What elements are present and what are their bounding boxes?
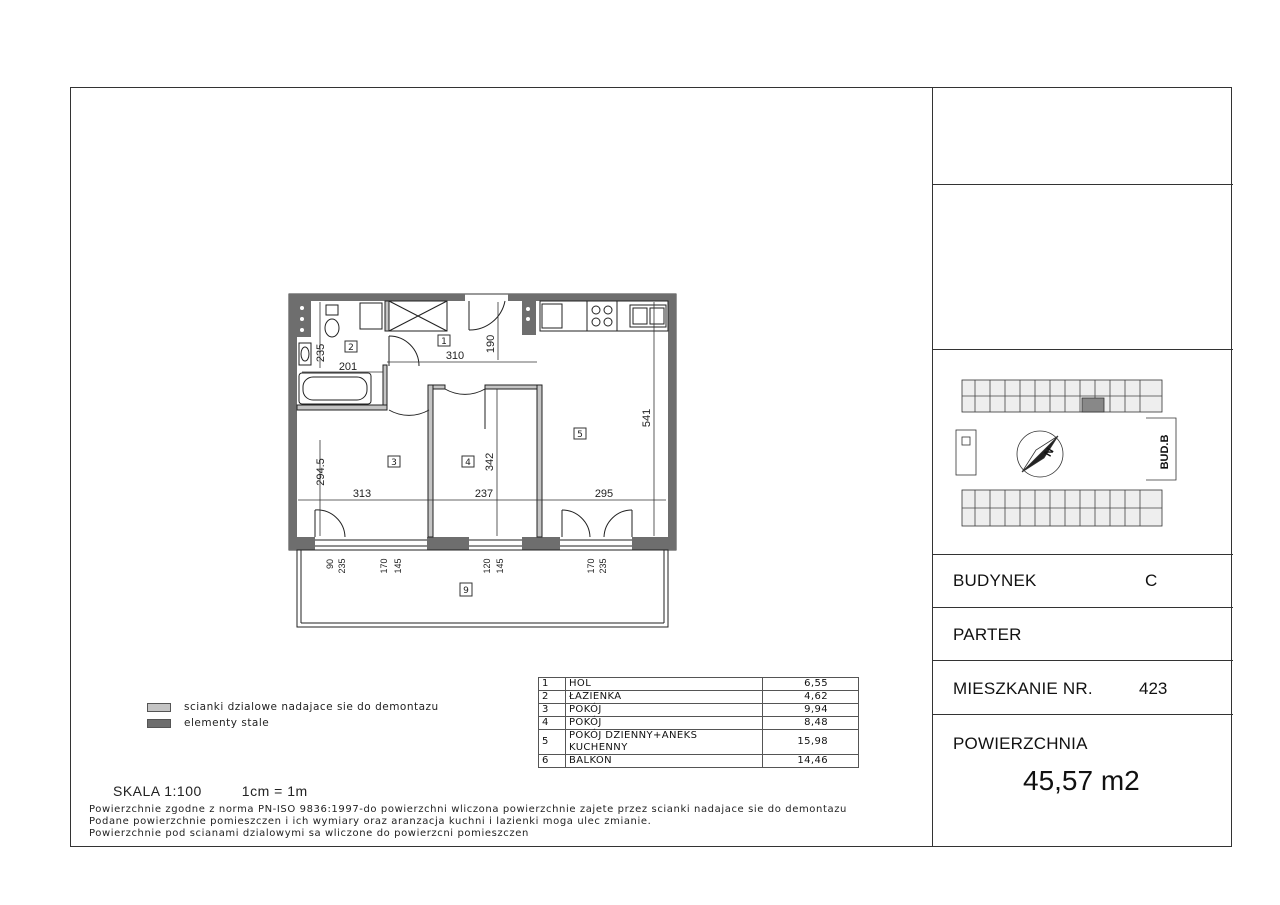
building-row (933, 555, 1233, 608)
dim-342: 342 (484, 452, 496, 472)
footnote: Podane powierzchnie pomieszczen i ich wymiary oraz aranzacja kuchni i lazienki moga ulec zmianie. (89, 816, 652, 827)
compass-north-label: N (1042, 446, 1057, 459)
room-area: 15,98 (763, 730, 859, 755)
dim-313: 313 (352, 488, 372, 500)
footnote: Powierzchnie zgodne z norma PN-ISO 9836:1997-do powierzchni wliczona powierzchnie zajete przez scianki nadajace sie do demontazu (89, 804, 847, 815)
room-area: 4,62 (763, 691, 859, 704)
room-name: POKÓJ DZIENNY+ANEKS KUCHENNY (566, 730, 763, 755)
room-name: HOL (566, 678, 763, 691)
scale-ratio: SKALA 1:100 (113, 783, 202, 799)
building-value: C (1145, 571, 1158, 590)
footnotes (89, 804, 847, 840)
room-tag-9: 9 (463, 586, 469, 596)
dim-310: 310 (445, 350, 465, 362)
floor-label: PARTER (953, 625, 1022, 644)
win-dim-235b: 235 (598, 558, 608, 574)
room-number: 3 (539, 704, 566, 717)
room-tag-1: 1 (441, 337, 447, 347)
table-row (539, 704, 859, 717)
title-block-empty-2 (933, 185, 1233, 350)
room-tag-4: 4 (465, 458, 471, 468)
building-label: BUDYNEK (953, 571, 1037, 590)
room-tag-5: 5 (577, 430, 583, 440)
apartment-row (933, 661, 1233, 715)
table-row (539, 691, 859, 704)
site-plan-label: BUD.B (1159, 434, 1171, 470)
table-row (539, 717, 859, 730)
dim-541: 541 (641, 408, 653, 428)
room-number: 5 (539, 730, 566, 755)
room-tag-3: 3 (391, 458, 397, 468)
site-plan-cell (933, 350, 1233, 555)
legend-swatch-dark (147, 719, 171, 728)
legend-swatch-light (147, 703, 171, 712)
room-area: 9,94 (763, 704, 859, 717)
title-block-empty-1 (933, 87, 1233, 185)
room-number: 2 (539, 691, 566, 704)
apartment-label: MIESZKANIE NR. (953, 679, 1093, 698)
dim-295: 295 (594, 488, 614, 500)
dim-190: 190 (485, 334, 497, 354)
room-number: 6 (539, 755, 566, 768)
room-name: BALKON (566, 755, 763, 768)
dim-237: 237 (474, 488, 494, 500)
room-area: 14,46 (763, 755, 859, 768)
win-dim-170: 170 (379, 558, 389, 574)
area-label: POWIERZCHNIA (953, 734, 1088, 753)
floor-row (933, 608, 1233, 661)
room-number: 4 (539, 717, 566, 730)
dim-235: 235 (315, 343, 327, 363)
table-row (539, 730, 859, 755)
area-value: 45,57 m2 (1023, 765, 1140, 796)
dim-294-5: 294.5 (315, 458, 327, 486)
win-dim-235: 235 (337, 558, 347, 574)
dim-201: 201 (338, 361, 358, 373)
win-dim-145: 145 (393, 558, 403, 574)
area-row (933, 715, 1233, 847)
room-tag-2: 2 (348, 343, 354, 353)
win-dim-120: 120 (482, 558, 492, 574)
rooms-area-table (538, 677, 859, 768)
room-area: 8,48 (763, 717, 859, 730)
legend-label: scianki dzialowe nadajace sie do demontazu (184, 701, 439, 713)
footnote: Powierzchnie pod scianami dzialowymi sa wliczone do powierzcni pomieszczen (89, 828, 529, 839)
title-block (932, 87, 1232, 847)
room-name: POKÓJ (566, 704, 763, 717)
win-dim-170b: 170 (586, 558, 596, 574)
scale-unit: 1cm = 1m (241, 783, 308, 799)
win-dim-90: 90 (325, 558, 335, 570)
room-name: POKÓJ (566, 717, 763, 730)
room-area: 6,55 (763, 678, 859, 691)
scale-note (113, 783, 308, 799)
legend-label: elementy stale (184, 717, 270, 729)
win-dim-145b: 145 (495, 558, 505, 574)
table-row (539, 678, 859, 691)
room-number: 1 (539, 678, 566, 691)
apartment-number: 423 (1139, 679, 1168, 698)
table-row (539, 755, 859, 768)
room-name: ŁAZIENKA (566, 691, 763, 704)
